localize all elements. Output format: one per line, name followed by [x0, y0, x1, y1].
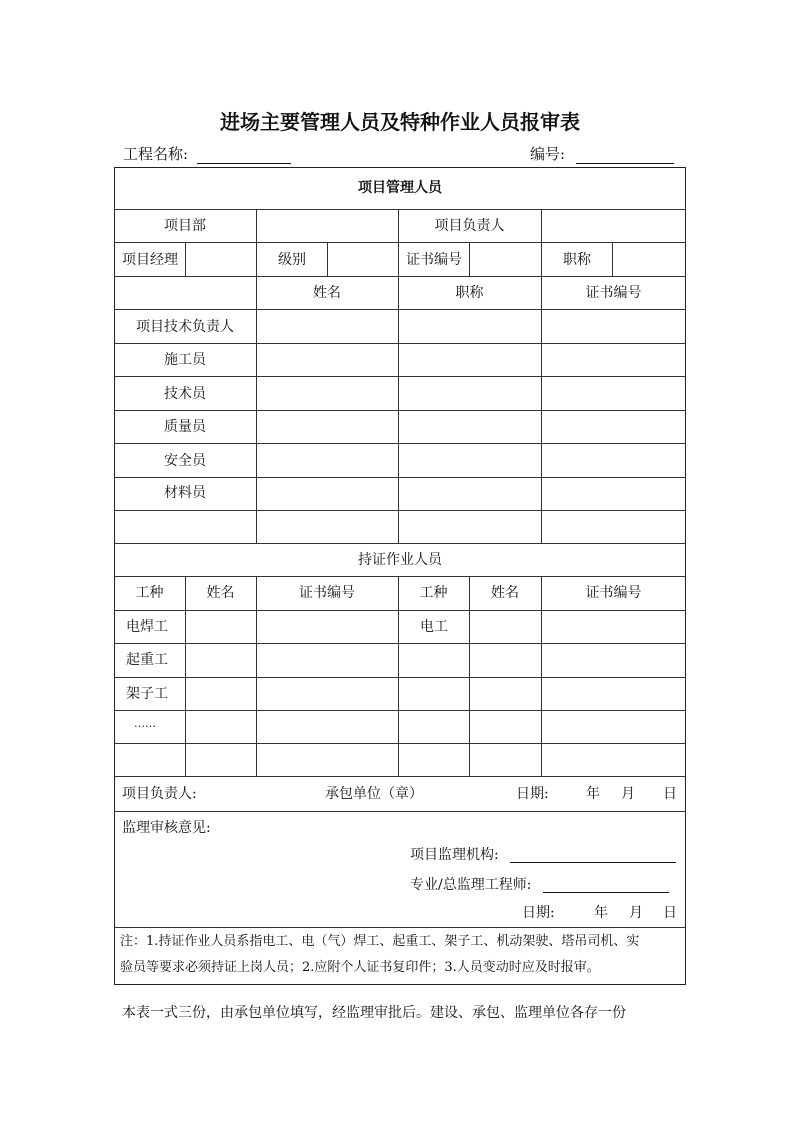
project-name-field	[123, 143, 291, 164]
note-line-2: 验员等要求必须持证上岗人员；2.应附个人证书复印件；3.人员变动时应及时报审。	[120, 960, 600, 975]
col-name-header: 姓名	[491, 585, 519, 601]
grid-line	[114, 927, 686, 928]
contractor-seal-label: 承包单位（章）	[325, 786, 423, 802]
grid-line	[114, 643, 686, 644]
grid-line	[114, 743, 686, 744]
footer-note: 本表一式三份，由承包单位填写，经监理审批后。建设、承包、监理单位各存一份	[122, 1005, 626, 1021]
trade-label: 电焊工	[126, 619, 168, 635]
cert-no-label: 证书编号	[406, 252, 462, 268]
grid-line	[185, 576, 186, 776]
grid-line	[114, 276, 686, 277]
grid-line	[398, 576, 399, 776]
dept-label: 项目部	[164, 218, 206, 234]
grid-line	[469, 242, 470, 276]
grid-line	[469, 576, 470, 776]
col-name-header: 姓名	[313, 285, 341, 301]
grid-line	[114, 776, 686, 777]
grid-line	[612, 242, 613, 276]
role-label: 施工员	[164, 352, 206, 368]
grid-line	[541, 276, 542, 543]
supervision-engineer-blank[interactable]	[543, 892, 669, 893]
grid-line	[114, 710, 686, 711]
col-cert-header: 证书编号	[299, 585, 355, 601]
sign-day: 日	[663, 786, 677, 802]
grid-line	[327, 242, 328, 276]
grid-line	[398, 276, 399, 543]
grid-line	[256, 276, 257, 543]
title-label: 职称	[563, 252, 591, 268]
grid-line	[114, 443, 686, 444]
grid-line	[114, 376, 686, 377]
level-label: 级别	[278, 252, 306, 268]
supervision-org-blank[interactable]	[510, 862, 676, 863]
trade-label: 架子工	[126, 686, 168, 702]
supervision-year: 年	[594, 905, 608, 921]
grid-line	[114, 811, 686, 812]
number-label: 编号:	[530, 145, 566, 163]
grid-line	[114, 209, 686, 210]
cert-section-title: 持证作业人员	[358, 552, 442, 568]
grid-line	[114, 309, 686, 310]
grid-line	[256, 576, 257, 776]
grid-line	[114, 610, 686, 611]
leader-label: 项目负责人	[434, 218, 505, 234]
supervision-day: 日	[663, 905, 677, 921]
grid-line	[114, 477, 686, 478]
grid-line	[114, 576, 686, 577]
number-blank[interactable]	[576, 147, 674, 164]
grid-line	[398, 242, 399, 276]
grid-line	[114, 242, 686, 243]
project-name-label: 工程名称:	[123, 145, 189, 163]
grid-line	[114, 343, 686, 344]
trade-label: 起重工	[126, 652, 168, 668]
supervision-month: 月	[629, 905, 643, 921]
col-type-header: 工种	[135, 585, 164, 601]
supervision-org-label: 项目监理机构:	[410, 847, 499, 863]
manager-label: 项目经理	[122, 252, 178, 268]
col-name-header: 姓名	[206, 585, 235, 601]
role-label: 项目技术负责人	[136, 319, 234, 335]
col-cert-header: 证书编号	[585, 585, 642, 601]
supervision-engineer-label: 专业/总监理工程师:	[410, 877, 532, 893]
grid-line	[114, 510, 686, 511]
col-type-header: 工种	[419, 585, 448, 601]
sign-date-label: 日期:	[516, 786, 549, 802]
trade-label: 电工	[420, 619, 448, 635]
grid-line	[114, 543, 686, 544]
form-title: 进场主要管理人员及特种作业人员报审表	[220, 110, 580, 134]
trade-label: ……	[134, 717, 156, 730]
supervision-date-label: 日期:	[522, 905, 555, 921]
sign-month: 月	[621, 786, 635, 802]
grid-line	[256, 209, 257, 242]
grid-line	[541, 209, 542, 242]
sign-year: 年	[586, 786, 600, 802]
sign-leader-label: 项目负责人:	[122, 786, 197, 802]
role-label: 质量员	[164, 419, 206, 435]
project-name-blank[interactable]	[197, 147, 291, 164]
col-title-header: 职称	[455, 285, 484, 301]
mgmt-section-title: 项目管理人员	[358, 180, 442, 196]
role-label: 技术员	[164, 386, 206, 402]
role-label: 安全员	[164, 453, 206, 469]
grid-line	[541, 242, 542, 276]
col-cert-header: 证书编号	[585, 285, 642, 301]
grid-line	[185, 242, 186, 276]
grid-line	[541, 576, 542, 776]
supervision-opinion-label: 监理审核意见:	[122, 820, 211, 836]
note-line-1: 注：1.持证作业人员系指电工、电（气）焊工、起重工、架子工、机动架驶、塔吊司机、实	[120, 934, 640, 949]
grid-line	[114, 677, 686, 678]
grid-line	[256, 242, 257, 276]
number-field	[530, 143, 674, 164]
grid-line	[114, 410, 686, 411]
role-label: 材料员	[164, 485, 206, 501]
